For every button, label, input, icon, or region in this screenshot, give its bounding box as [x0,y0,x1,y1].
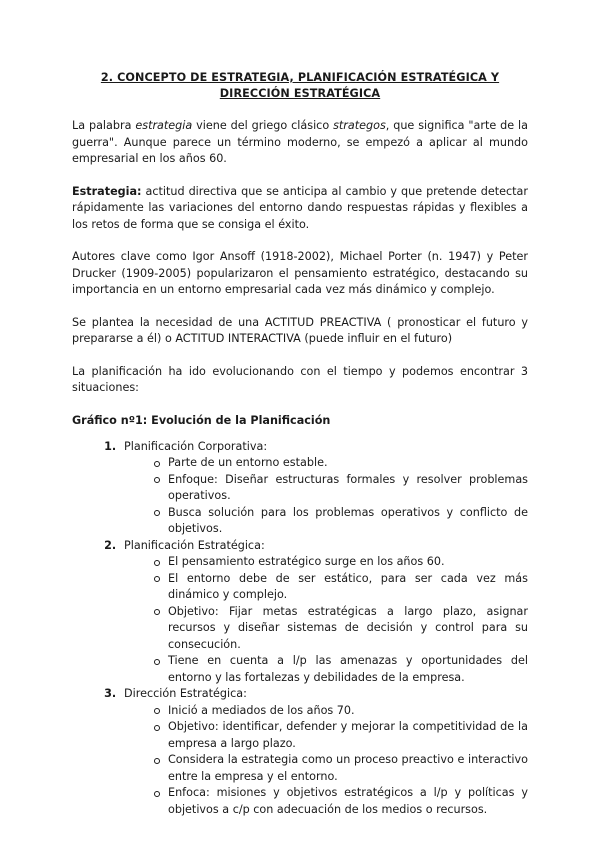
evolution-paragraph: La planificación ha ido evolucionando con el tiempo y podemos encontrar 3 situaciones: [72,364,528,394]
sub-list [124,455,528,538]
definition-paragraph [72,184,528,234]
planning-list [72,439,528,819]
sub-list-item: El entorno debe de ser estático, para ser cada vez más dinámico y complejo. [154,571,528,604]
intro-paragraph [72,118,528,168]
sub-list-item: Objetivo: Fijar metas estratégicas a largo plazo, asignar recursos y diseñar sistemas de decisión y control para su consecución. [154,604,528,654]
sub-list-item: Enfoca: misiones y objetivos estratégicos a l/p y políticas y objetivos a c/p con adecuación de los medios o recursos. [154,785,528,818]
sub-list-item: Enfoque: Diseñar estructuras formales y resolver problemas operativos. [154,472,528,505]
intro-text-2: viene del griego clásico [192,119,334,132]
sub-list-item: Busca solución para los problemas operativos y conflicto de objetivos. [154,505,528,538]
sub-list-item: Considera la estrategia como un proceso preactivo e interactivo entre la empresa y el entorno. [154,752,528,785]
intro-term-estrategia: estrategia [135,119,193,132]
list-item-title: Planificación Corporativa: [124,439,268,453]
list-item [120,686,528,818]
intro-text-1: La palabra [72,119,136,132]
sub-list-item: Objetivo: identificar, defender y mejorar la competitividad de la empresa a largo plazo. [154,719,528,752]
intro-term-strategos: strategos [333,119,386,132]
attitude-paragraph: Se plantea la necesidad de una ACTITUD PREACTIVA ( pronosticar el futuro y prepararse a él) o ACTITUD INTERACTIVA (puede influir en el futuro) [72,315,528,345]
sub-list-item: Parte de un entorno estable. [154,455,528,472]
list-item [120,439,528,538]
list-item [120,538,528,687]
sub-list [124,554,528,686]
authors-paragraph: Autores clave como Igor Ansoff (1918-2002), Michael Porter (n. 1947) y Peter Drucker (1909-2005) popularizaron el pensamiento estratégico, destacando su importancia en un entorno empresarial cada vez más dinámico y complejo. [72,250,528,296]
graph-title: Gráfico nº1: Evolución de la Planificación [72,413,331,427]
list-item-title: Planificación Estratégica: [124,538,265,552]
sub-list-item: Inició a mediados de los años 70. [154,703,528,720]
sub-list-item: Tiene en cuenta a l/p las amenazas y oportunidades del entorno y las fortalezas y debilidades de la empresa. [154,653,528,686]
intro-text-3: , que significa "arte de la guerra". Aunque parece un término moderno, se empezó a aplicar al mundo empresarial en los años 60. [72,119,528,165]
list-item-title: Dirección Estratégica: [124,687,247,700]
definition-term: Estrategia: [72,184,142,198]
section-heading: 2. CONCEPTO DE ESTRATEGIA, PLANIFICACIÓN ESTRATÉGICA Y DIRECCIÓN ESTRATÉGICA [100,71,500,100]
sub-list [124,703,528,819]
definition-text: actitud directiva que se anticipa al cambio y que pretende detectar rápidamente las variaciones del entorno dando respuestas rápidas y flexibles a los retos de forma que se consiga el éxito. [72,184,528,231]
sub-list-item: El pensamiento estratégico surge en los años 60. [154,554,528,571]
